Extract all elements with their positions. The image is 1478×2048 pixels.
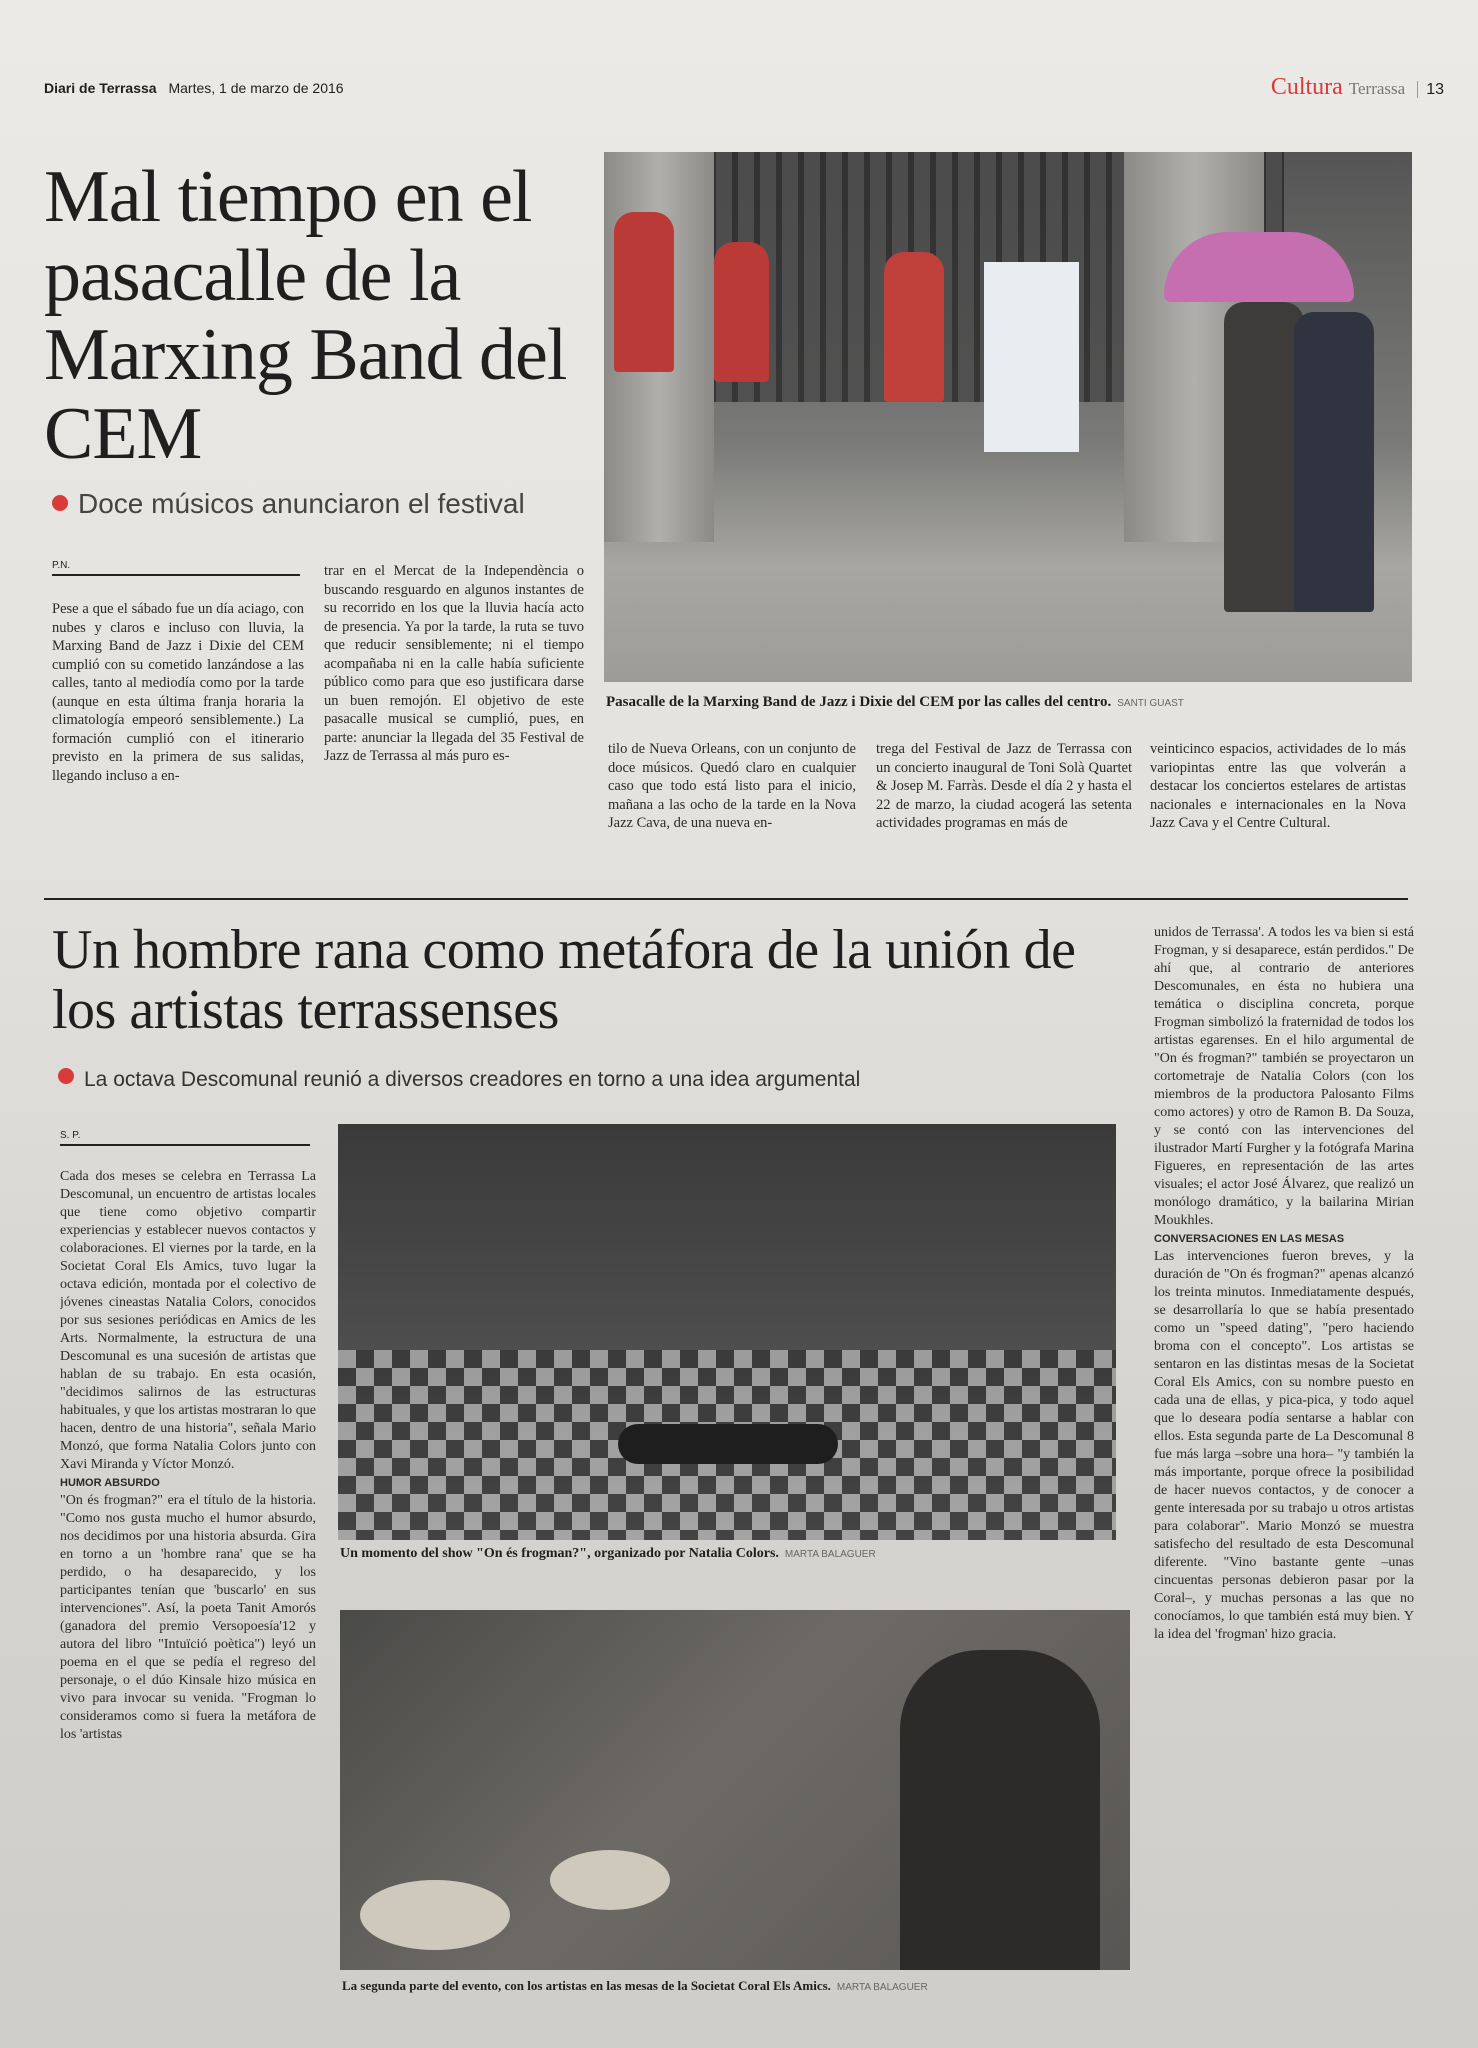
paragraph: trega del Festival de Jazz de Terrassa con un concierto inaugural de Toni Solà Quartet & Josep M. Farràs. Desde el día 2 y hasta el 22 de marzo, la ciudad acogerá las setenta actividades programas en más de xyxy=(876,741,1132,831)
photo-musician xyxy=(614,212,674,372)
paragraph: Pese a que el sábado fue un día aciago, con nubes y claros e incluso con lluvia, la Marxing Band de Jazz i Dixie del CEM cumplió con su cometido lanzándose a las calles, tanto al mediodía como por la tarde (aunque en esta última franja horaria la climatología empeoró sensiblemente.) La formación cumplió con el itinerario previsto en la primera de sus salidas, llegando incluso a en- xyxy=(52,601,304,784)
photo-plate xyxy=(550,1850,670,1910)
paragraph: veinticinco espacios, actividades de lo más variopintas entre las que volverán a destacar los conciertos estelares de artistas nacionales e internacionales en la Nova Jazz Cava y el Centre Cultural. xyxy=(1150,741,1406,831)
article1-column-3 xyxy=(608,740,856,862)
paragraph: tilo de Nueva Orleans, con un conjunto de doce músicos. Quedó claro en cualquier caso que todo está listo para el inicio, mañana a las ocho de la tarde en la Nova Jazz Cava, de una nueva en- xyxy=(608,741,856,831)
paragraph: "On és frogman?" era el título de la historia. "Como nos gusta mucho el humor absurdo, nos decidimos por una historia absurda. Gira en torno a un 'hombre rana' que se ha perdido, o ha desaparecido, y los participantes tenían que 'buscarlo' en sus intervenciones". Así, la poeta Tanit Amorós (ganadora del premio Versopoesía'12 y autora del libro "Intuïció poètica") leyó un poema en el que se pedía el regreso del personaje, o el dúo Kinsale hizo música en vivo para invocar su venida. "Frogman lo consideramos como si fuera la metáfora de los 'artistas xyxy=(60,1493,316,1742)
paper-name: Diari de Terrassa xyxy=(44,80,157,96)
article1-photo xyxy=(604,152,1412,682)
issue-date: Martes, 1 de marzo de 2016 xyxy=(168,80,344,96)
article2-byline: S. P. xyxy=(60,1130,310,1146)
article1-byline: P.N. xyxy=(52,560,300,576)
bullet-icon xyxy=(52,495,68,511)
article1-column-5 xyxy=(1150,740,1406,862)
article1-subheadline xyxy=(52,488,612,520)
page-header xyxy=(44,74,1444,104)
article2-subtitle-text: La octava Descomunal reunió a diversos creadores en torno a una idea argumental xyxy=(84,1068,861,1091)
photo-person xyxy=(900,1650,1100,1970)
section-label xyxy=(1271,74,1444,101)
masthead xyxy=(44,80,344,96)
bullet-icon xyxy=(58,1068,74,1084)
article1-subtitle-text: Doce músicos anunciaron el festival xyxy=(78,488,525,519)
article2-headline: Un hombre rana como metáfora de la unión de los artistas terrassenses xyxy=(52,919,1076,1041)
paragraph: Cada dos meses se celebra en Terrassa La Descomunal, un encuentro de artistas locales que tiene como objetivo compartir experiencias y establecer nuevos contactos y colaboraciones. El viernes por la tarde, en la Societat Coral Els Amics, tuvo lugar la octava edición, montada por el colectivo de jóvenes cineastas Natalia Colors, conocidos por sus sesiones periódicas en Amics de les Arts. Normalmente, la estructura de una Descomunal es una sucesión de artistas que hablan de su trabajo. En esta ocasión, "decidimos salirnos de las estructuras habituales, y que los artistas mostraran lo que hacen, dentro de una historia", señala Mario Monzó, que forma Natalia Colors junto con Xavi Miranda y Víctor Monzó. xyxy=(60,1169,316,1472)
caption-text: La segunda parte del evento, con los artistas en las mesas de la Societat Coral Els Amics. xyxy=(342,1978,831,1993)
photo-credit: MARTA BALAGUER xyxy=(784,1549,876,1560)
caption-text: Pasacalle de la Marxing Band de Jazz i Dixie del CEM por las calles del centro. xyxy=(606,694,1112,710)
article1-column-4 xyxy=(876,740,1132,862)
photo-pedestrian xyxy=(1224,302,1304,612)
photo-musician xyxy=(884,252,944,402)
section-divider xyxy=(44,898,1408,900)
photo-poster xyxy=(984,262,1079,452)
article2-column-3 xyxy=(1154,924,1414,2036)
page-number: 13 xyxy=(1417,81,1444,98)
paragraph: unidos de Terrassa'. A todos les va bien si está Frogman, y si desaparece, están perdidos." De ahí que, al contrario de anteriores Descomunales, en ésta no hubiera una temática o disciplina concreta, porque Frogman simbolizó la fraternidad de todos los artistas egarenses. En el hilo argumental de "On és frogman?" también se proyectaron un cortometraje de Natalia Colors (con los miembros de la productora Palosanto Films como actores) y otro de Ramon B. Da Souza, y se contó con las intervenciones del ilustrador Martí Furgher y la fotógrafa Marina Figueres, en representación de las artes visuales; el actor José Álvarez, que realizó un monólogo dramático, y la bailarina Mirian Moukhles. xyxy=(1154,925,1414,1228)
article1-photo-caption xyxy=(606,694,1406,711)
photo-performer xyxy=(618,1424,838,1464)
photo-plate xyxy=(360,1880,510,1950)
article2-photo-1-caption xyxy=(340,1546,1120,1562)
photo-credit: SANTI GUAST xyxy=(1117,698,1184,709)
article1-headline: Mal tiempo en el pasacalle de la Marxing Band del CEM xyxy=(44,156,567,475)
paragraph: trar en el Mercat de la Independència o buscando resguardo en algunos instantes de su recorrido en los que la lluvia hacía acto de presencia. Ya por la tarde, la ruta se tuvo que reducir sensiblemente; ni el tiempo acompañaba ni en la calle había suficiente público como para que eso justificara darse un buen remojón. El objetivo de este pasacalle musical se cumplió, pues, en parte: anunciar la llegada del 35 Festival de Jazz de Terrassa al más puro es- xyxy=(324,563,584,764)
article2-photo-2-caption xyxy=(342,1978,1132,1994)
paragraph: Las intervenciones fueron breves, y la duración de "On és frogman?" apenas alcanzó los treinta minutos. Inmediatamente después, se desarrollaría lo que se había presentado como un "speed dating", "pero haciendo broma con el concepto". Los artistas se sentaron en las distintas mesas de la Societat Coral Els Amics, con su nombre puesto en cada una de ellas, y pica-pica, y todo aquel que lo deseara podía sentarse a hablar con ellos. Esta segunda parte de La Descomunal 8 fue más larga –sobre una hora– "y también la más importante, porque ofrece la posibilidad de hacer nuevos contactos, y de conocer a gente interesada por su trabajo u otros artistas para colaborar". Mario Monzó se muestra satisfecho del resultado de esta Descomunal diferente. "Vino bastante gente –unas cincuentas personas debieron pasar por la Coral–, y muchas personas a las que no conocíamos, lo que también está muy bien. Y la idea del 'frogman' hizo gracia. xyxy=(1154,1249,1414,1642)
subsection-name: Terrassa xyxy=(1348,79,1406,98)
photo-pedestrian xyxy=(1294,312,1374,612)
caption-text: Un momento del show "On és frogman?", organizado por Natalia Colors. xyxy=(340,1546,779,1561)
article1-column-2 xyxy=(324,562,584,852)
article2-photo-2 xyxy=(340,1610,1130,1970)
subhead-humor: HUMOR ABSURDO xyxy=(60,1477,160,1489)
article1-column-1 xyxy=(52,600,304,830)
article2-column-1 xyxy=(60,1168,316,1968)
photo-musician xyxy=(714,242,769,382)
article2-subheadline xyxy=(58,1068,1118,1092)
photo-umbrella xyxy=(1164,232,1354,302)
section-name: Cultura xyxy=(1270,74,1343,100)
subhead-conversaciones: CONVERSACIONES EN LAS MESAS xyxy=(1154,1233,1345,1245)
photo-credit: MARTA BALAGUER xyxy=(836,1982,928,1993)
article2-photo-1 xyxy=(338,1124,1116,1540)
